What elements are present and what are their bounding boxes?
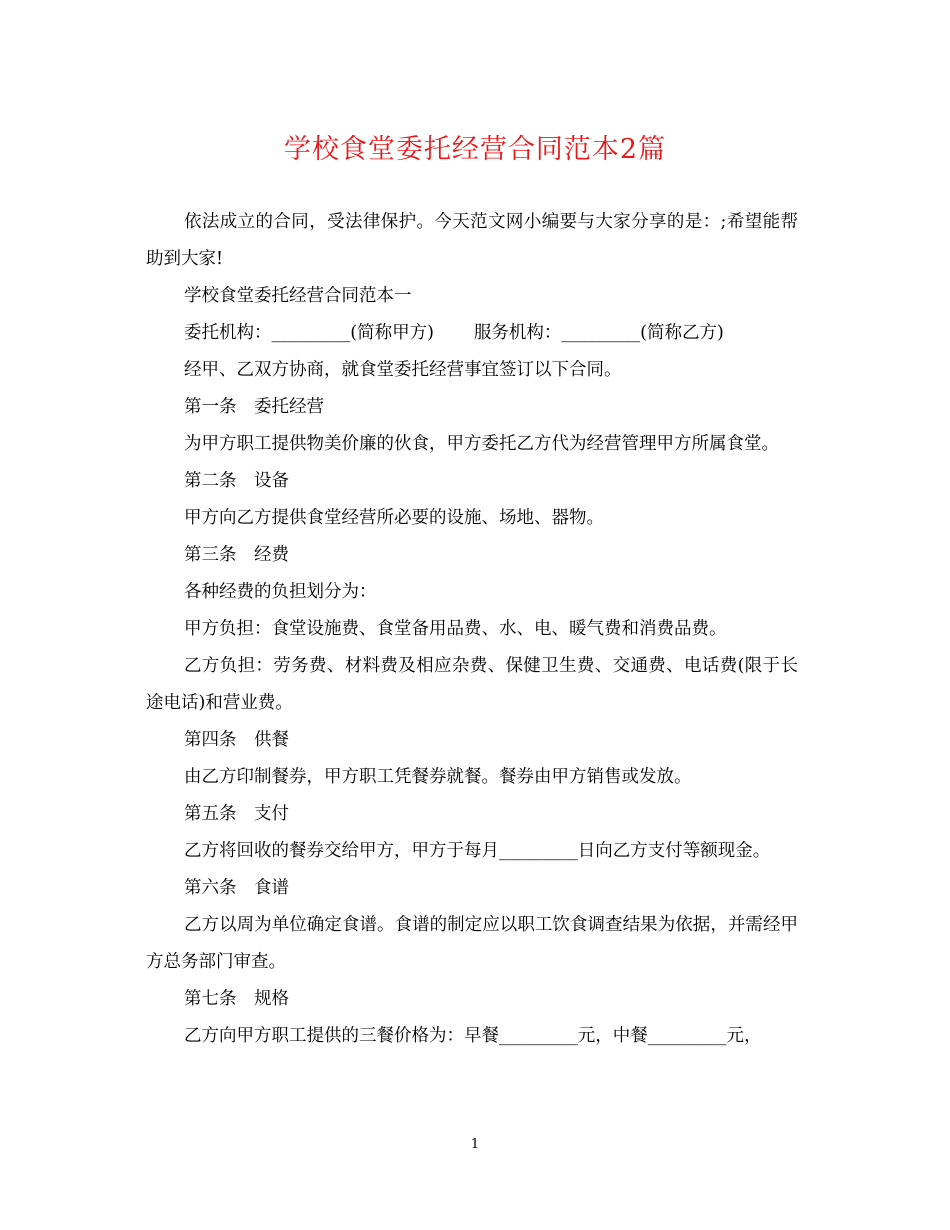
- article-3-body-3: 乙方负担：劳务费、材料费及相应杂费、保健卫生费、交通费、电话费(限于长途电话)和营业费。: [146, 656, 798, 713]
- article-3-body-1: 各种经费的负担划分为：: [184, 582, 377, 602]
- article-6-body: 乙方以周为单位确定食谱。食谱的制定应以职工饮食调查结果为依据，并需经甲方总务部门审查。: [146, 915, 798, 972]
- article-7-body: 乙方向甲方职工提供的三餐价格为：早餐_________元，中餐_________元，: [184, 1026, 762, 1046]
- section-heading: 学校食堂委托经营合同范本一: [184, 286, 412, 306]
- document-body: [146, 204, 798, 1055]
- article-5-title: 第五条 支付: [184, 804, 289, 824]
- party-a-text: 委托机构：_________(简称甲方): [184, 323, 434, 343]
- paragraph-agreement: 经甲、乙双方协商，就食堂委托经营事宜签订以下合同。: [184, 360, 622, 380]
- paragraph-parties: [146, 315, 798, 352]
- party-b-text: 服务机构：_________(简称乙方): [473, 323, 724, 343]
- article-4-title: 第四条 供餐: [184, 730, 289, 750]
- article-2-body: 甲方向乙方提供食堂经营所必要的设施、场地、器物。: [184, 508, 604, 528]
- article-6-title: 第六条 食谱: [184, 878, 289, 898]
- article-4-body: 由乙方印制餐券，甲方职工凭餐券就餐。餐券由甲方销售或发放。: [184, 767, 692, 787]
- article-3-body-2: 甲方负担：食堂设施费、食堂备用品费、水、电、暖气费和消费品费。: [184, 619, 727, 639]
- article-1-body: 为甲方职工提供物美价廉的伙食，甲方委托乙方代为经营管理甲方所属食堂。: [184, 434, 779, 454]
- article-5-body: 乙方将回收的餐券交给甲方，甲方于每月_________日向乙方支付等额现金。: [184, 841, 771, 861]
- article-1-title: 第一条 委托经营: [184, 397, 324, 417]
- article-3-title: 第三条 经费: [184, 545, 289, 565]
- article-2-title: 第二条 设备: [184, 471, 289, 491]
- page-number: 1: [470, 1137, 480, 1152]
- article-7-title: 第七条 规格: [184, 989, 289, 1009]
- document-title: 学校食堂委托经营合同范本2篇: [283, 134, 667, 165]
- paragraph-intro: 依法成立的合同，受法律保护。今天范文网小编要与大家分享的是：;希望能帮助到大家!: [146, 212, 798, 269]
